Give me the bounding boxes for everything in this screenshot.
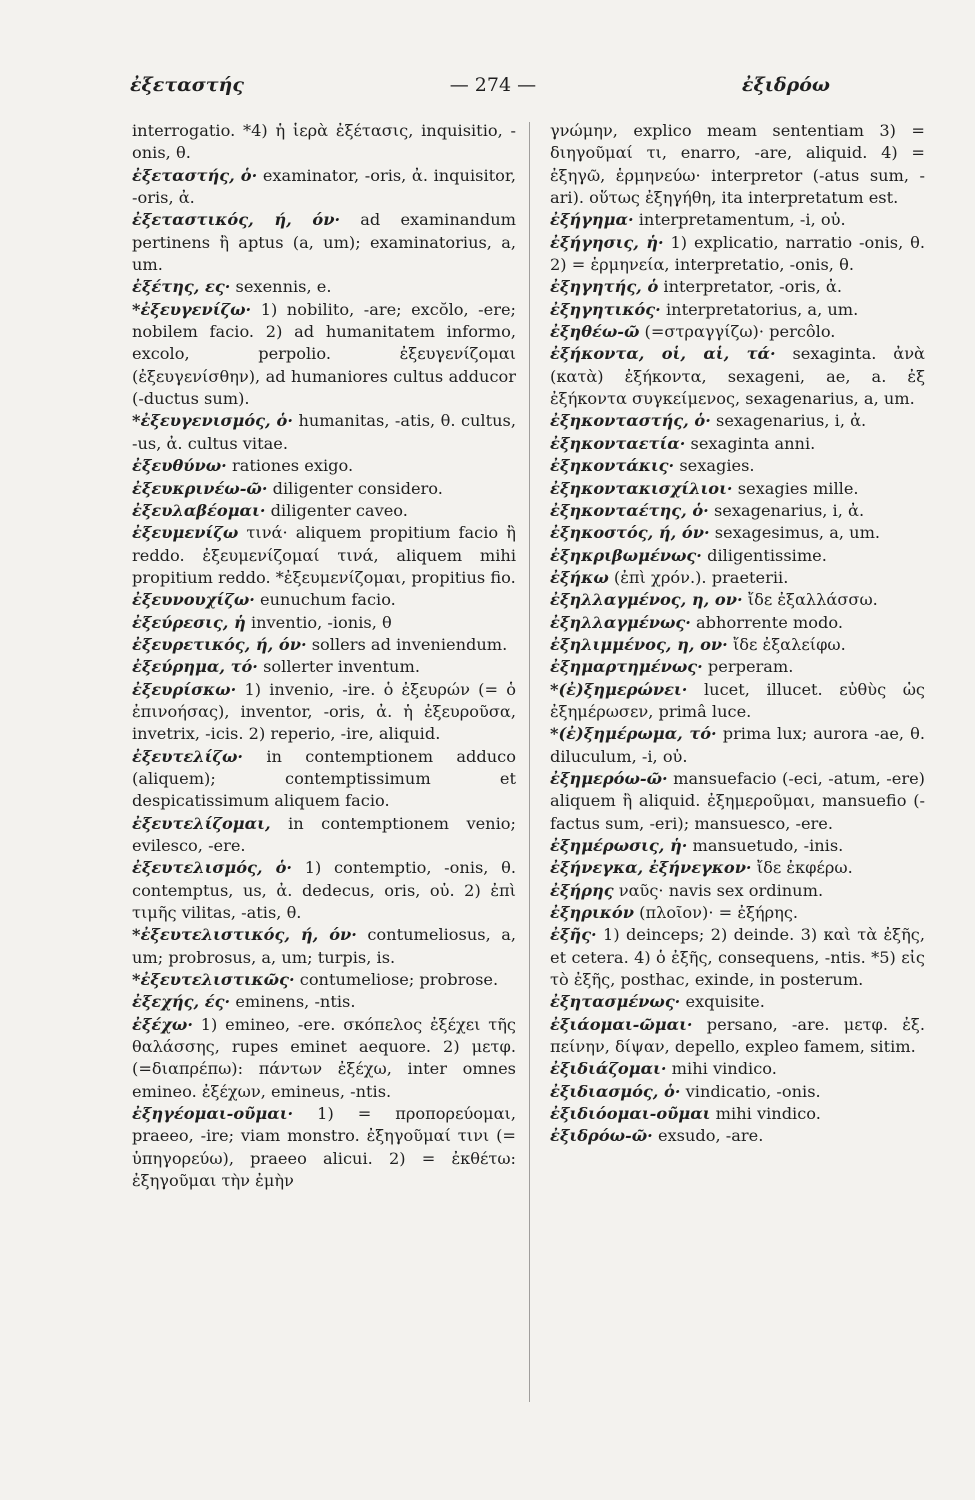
- entry-definition: prima lux; aurora -ae, θ. diluculum, -i, οὐ.: [550, 724, 926, 766]
- dictionary-entry: [132, 746, 516, 813]
- dictionary-entry: [132, 209, 516, 276]
- entry-headword: ἐξήγημα·: [550, 210, 634, 230]
- entry-headword: ἐξήρης: [550, 880, 614, 900]
- entry-definition: mansuefacio (-eci, -atum, -ere) aliquem ἢ aliquid. ἐξημεροῦμαι, mansuefio (-factus sum, -eri); mansuesco, -ere.: [550, 768, 925, 833]
- entry-headword: ἐξηκονταστής, ὁ·: [550, 411, 711, 431]
- dictionary-entry: [550, 120, 925, 209]
- entry-headword: ἐξευτελίζω·: [132, 746, 244, 766]
- entry-headword: ἐξέχω·: [132, 1014, 193, 1034]
- entry-headword: ἐξιάομαι-ῶμαι·: [550, 1014, 693, 1034]
- header-left-guide-word: ἐξεταστής: [130, 74, 244, 96]
- dictionary-entry: [550, 343, 925, 410]
- entry-definition: ναῦς· navis sex ordinum.: [618, 880, 824, 900]
- entry-definition: lucet, illucet. εὐθὺς ὡς ἐξημέρωσεν, primâ luce.: [550, 679, 925, 721]
- entry-definition: 1) nobilito, -are; excŏlo, -ere; nobilem facio. 2) ad humanitatem informo, excolo, perpolio. ἐξευγενίζομαι (ἐξευγενίσθην), ad humaniores cultus adducor (-ductus sum).: [132, 299, 516, 409]
- entry-headword: ἐξήκω: [550, 567, 609, 587]
- entry-headword: ἐξηλλαγμένως·: [550, 612, 691, 632]
- dictionary-entry: [550, 545, 925, 567]
- dictionary-entry: [550, 857, 925, 879]
- dictionary-entry: [132, 813, 516, 858]
- dictionary-entry: [550, 1125, 925, 1147]
- entry-definition: 1) = προπορεύομαι, praeeo, -ire; viam monstro. ἐξηγοῦμαί τινι (= ὑπηγορεύω), praeeo alicui. 2) = ἐκθέτω: ἐξηγοῦμαι τὴν ἐμὴν: [132, 1104, 516, 1191]
- right-column: [550, 120, 925, 1148]
- entry-definition: exsudo, -are.: [657, 1126, 764, 1146]
- entry-definition: rationes exigo.: [231, 456, 354, 476]
- dictionary-entry: [550, 991, 925, 1013]
- dictionary-entry: [550, 567, 925, 589]
- entry-definition: persano, -are. μετφ. ἐξ. πείνην, δίψαν, depello, expleo famem, sitim.: [550, 1014, 925, 1057]
- entry-definition: eminens, -ntis.: [235, 992, 356, 1012]
- entry-definition: mansuetudo, -inis.: [692, 836, 844, 855]
- dictionary-entry: [550, 522, 925, 544]
- dictionary-entry: [550, 321, 925, 343]
- left-column: [132, 120, 516, 1193]
- entry-definition: diligentissime.: [707, 545, 827, 565]
- entry-definition: exquisite.: [685, 992, 765, 1012]
- entry-headword: ἐξηλλαγμένος, η, ον·: [550, 590, 743, 610]
- entry-definition: interpretator, -oris, ἀ.: [663, 277, 842, 297]
- dictionary-entry: [132, 634, 516, 656]
- dictionary-entry: [132, 120, 516, 165]
- entry-definition: sexagenarius, i, ἀ.: [713, 500, 865, 520]
- entry-headword: ἐξεύρημα, τό·: [132, 657, 258, 677]
- entry-definition: sexaginta. ἀνὰ (κατὰ) ἐξήκοντα, sexageni, ae, a. ἐξ ἐξήκοντα συγκείμενος, sexagenarius, a, um.: [550, 344, 925, 409]
- entry-headword: ἐξηθέω-ῶ: [550, 322, 640, 342]
- entry-headword: ἐξηκριβωμένως·: [550, 545, 702, 565]
- dictionary-entry: [132, 679, 516, 746]
- entry-definition: 1) deinceps; 2) deinde. 3) καὶ τὰ ἐξῆς, et cetera. 4) ὁ ἐξῆς, consequens, -ntis. *5) εἰς τὸ ἐξῆς, posthac, exinde, in posterum.: [550, 925, 925, 990]
- dictionary-entry: [550, 589, 925, 611]
- dictionary-entry: [550, 1058, 925, 1080]
- entry-definition: in contemptionem adduco (aliquem); contemptissimum et despicatissimum aliquem facio.: [132, 746, 516, 811]
- entry-definition: sexagies mille.: [737, 478, 859, 498]
- entry-headword: ἐξευρετικός, ή, όν·: [132, 634, 307, 654]
- entry-definition: sexennis, e.: [235, 277, 332, 297]
- entry-definition: sexagies.: [679, 456, 755, 476]
- dictionary-entry: [132, 478, 516, 500]
- entry-headword: ἐξημέρωσις, ἡ·: [550, 836, 688, 855]
- entry-definition: (πλοῖον)· = ἐξήρης.: [639, 903, 799, 923]
- entry-headword: ἐξεταστής, ὁ·: [132, 165, 258, 185]
- dictionary-entry: [550, 433, 925, 455]
- entry-headword: ἐξημερόω-ῶ·: [550, 768, 668, 788]
- dictionary-entry: [550, 768, 925, 835]
- entry-headword: ἐξηλιμμένος, η, ον·: [550, 634, 728, 654]
- entry-definition: 1) contemptio, -onis, θ. contemptus, us, ἀ. dedecus, oris, οὐ. 2) ἐπὶ τιμῆς vilitas, -atis, θ.: [132, 858, 516, 923]
- entry-headword: ἐξιδιασμός, ὁ·: [550, 1081, 681, 1101]
- entry-definition: perperam.: [707, 657, 794, 677]
- entry-definition: eunuchum facio.: [260, 590, 396, 610]
- dictionary-entry: [132, 500, 516, 522]
- entry-headword: ἐξευτελισμός, ὁ·: [132, 858, 293, 878]
- entry-definition: interrogatio. *4) ἡ ἱερὰ ἐξέτασις, inquisitio, -onis, θ.: [132, 121, 516, 163]
- dictionary-entry: [132, 276, 516, 298]
- entry-headword: ἐξήγησις, ἡ·: [550, 232, 664, 252]
- dictionary-entry: [550, 880, 925, 902]
- entry-headword: ἐξεύρεσις, ἡ: [132, 612, 246, 632]
- dictionary-entry: [132, 410, 516, 455]
- header-right-guide-word: ἐξιδρόω: [741, 74, 830, 96]
- entry-headword: ἐξευνουχίζω·: [132, 590, 255, 610]
- dictionary-entry: [550, 902, 925, 924]
- entry-definition: mihi vindico.: [715, 1104, 821, 1124]
- entry-headword: ἐξευλαβέομαι·: [132, 500, 266, 520]
- entry-definition: ἴδε ἐξαλείφω.: [732, 634, 846, 654]
- entry-headword: ἐξευτελίζομαι,: [132, 813, 271, 833]
- entry-definition: ἴδε ἐξαλλάσσω.: [747, 590, 878, 610]
- entry-headword: ἐξιδιάζομαι·: [550, 1059, 667, 1079]
- dictionary-entry: [132, 857, 516, 924]
- entry-definition: ἴδε ἐκφέρω.: [756, 858, 853, 878]
- entry-headword: ἐξευρίσκω·: [132, 679, 237, 699]
- entry-definition: sollers ad inveniendum.: [311, 634, 508, 654]
- dictionary-entry: [132, 991, 516, 1013]
- entry-headword: ἐξηγέομαι-οῦμαι·: [132, 1104, 294, 1124]
- entry-headword: ἐξητασμένως·: [550, 992, 681, 1012]
- dictionary-entry: [132, 1103, 516, 1192]
- entry-definition: examinator, -oris, ἀ. inquisitor, -oris, ἀ.: [132, 165, 516, 208]
- entry-definition: 1) explicatio, narratio -onis, θ. 2) = ἑρμηνεία, interpretatio, -onis, θ.: [550, 232, 925, 275]
- entry-definition: mihi vindico.: [671, 1059, 777, 1079]
- dictionary-entry: [550, 1081, 925, 1103]
- dictionary-entry: [132, 299, 516, 411]
- entry-headword: ἐξευμενίζω: [132, 523, 239, 543]
- entry-definition: interpretamentum, -i, οὐ.: [638, 210, 846, 230]
- dictionary-entry: [550, 656, 925, 678]
- entry-definition: (=στραγγίζω)· percôlo.: [644, 322, 836, 342]
- dictionary-entry: [550, 500, 925, 522]
- dictionary-entry: [132, 455, 516, 477]
- entry-headword: ἐξημαρτημένως·: [550, 657, 703, 677]
- entry-definition: (ἐπὶ χρόν.). praeterii.: [613, 567, 789, 587]
- entry-definition: contumeliosus, a, um; probrosus, a, um; turpis, is.: [132, 925, 516, 967]
- entry-headword: ἐξῆς·: [550, 925, 597, 945]
- dictionary-entry: [550, 410, 925, 432]
- dictionary-entry: [550, 612, 925, 634]
- dictionary-entry: [550, 679, 925, 724]
- dictionary-entry: [550, 478, 925, 500]
- dictionary-entry: [550, 924, 925, 991]
- entry-headword: *(ἐ)ξημέρωμα, τό·: [550, 724, 717, 744]
- page-number: — 274 —: [449, 74, 537, 96]
- entry-definition: ad examinandum pertinens ἢ aptus (a, um); examinatorius, a, um.: [132, 210, 516, 275]
- entry-definition: sexagesimus, a, um.: [714, 523, 881, 543]
- entry-definition: sexagenarius, i, ἀ.: [716, 411, 867, 431]
- dictionary-entry: [132, 522, 516, 589]
- entry-definition: γνώμην, explico meam sententiam 3) = διηγοῦμαί τι, enarro, -are, aliquid. 4) = ἐξηγῶ, ἑρμηνεύω· interpretor (-atus sum, -ari). οὕτως ἐξηγήθη, ita interpretatum est.: [550, 121, 925, 208]
- entry-definition: humanitas, -atis, θ. cultus, -us, ἀ. cultus vitae.: [132, 411, 516, 453]
- entry-headword: ἐξηκονταέτης, ὁ·: [550, 500, 709, 520]
- entry-definition: diligenter caveo.: [270, 500, 408, 520]
- dictionary-entry: [132, 589, 516, 611]
- entry-headword: ἐξηκοντάκις·: [550, 456, 675, 476]
- entry-definition: sollerter inventum.: [263, 657, 420, 677]
- dictionary-entry: [550, 1103, 925, 1125]
- entry-headword: ἐξεταστικός, ή, όν·: [132, 210, 341, 230]
- dictionary-entry: [550, 276, 925, 298]
- entry-headword: ἐξευθύνω·: [132, 456, 227, 476]
- entry-headword: *ἐξευγενισμός, ὁ·: [132, 411, 293, 431]
- dictionary-entry: [132, 165, 516, 210]
- entry-definition: interpretatorius, a, um.: [665, 299, 859, 319]
- entry-definition: contumeliose; probrose.: [299, 970, 499, 990]
- entry-definition: 1) emineo, -ere. σκόπελος ἐξέχει τῆς θαλάσσης, rupes eminet aequore. 2) μετφ. (=διαπρέπω): πάντων ἐξέχω, inter omnes emineo. ἐξέχων, emineus, -ntis.: [132, 1014, 516, 1101]
- column-divider: [529, 122, 530, 1402]
- entry-headword: ἐξευκρινέω-ῶ·: [132, 478, 268, 498]
- dictionary-entry: [132, 924, 516, 969]
- dictionary-entry: [132, 656, 516, 678]
- entry-headword: *ἐξευτελιστικῶς·: [132, 970, 295, 990]
- entry-headword: ἐξέτης, ες·: [132, 277, 231, 297]
- entry-definition: in contemptionem venio; evilesco, -ere.: [132, 813, 516, 855]
- running-header: [130, 68, 830, 102]
- dictionary-entry: [132, 1014, 516, 1103]
- entry-headword: ἐξιδιόομαι-οῦμαι: [550, 1104, 711, 1124]
- entry-headword: ἐξηγητής, ὁ: [550, 277, 659, 297]
- entry-headword: ἐξηγητικός·: [550, 299, 661, 319]
- dictionary-entry: [550, 835, 925, 857]
- entry-definition: 1) invenio, -ire. ὁ ἐξευρών (= ὁ ἐπινοήσας), inventor, -oris, ἀ. ἡ ἐξευροῦσα, invetrix, -icis. 2) reperio, -ire, aliquid.: [132, 679, 516, 744]
- entry-headword: ἐξηρικόν: [550, 903, 634, 923]
- entry-definition: abhorrente modo.: [696, 612, 843, 632]
- entry-headword: *(ἐ)ξημερώνει·: [550, 679, 688, 699]
- entry-headword: ἐξιδρόω-ῶ·: [550, 1126, 653, 1146]
- dictionary-entry: [550, 723, 925, 768]
- entry-headword: ἐξηκονταετία·: [550, 433, 686, 453]
- dictionary-entry: [550, 232, 925, 277]
- entry-definition: inventio, -ionis, θ: [250, 612, 392, 632]
- entry-headword: ἐξήνεγκα, ἐξήνεγκον·: [550, 858, 752, 878]
- dictionary-entry: [550, 634, 925, 656]
- entry-headword: ἐξεχής, ές·: [132, 992, 231, 1012]
- dictionary-entry: [132, 969, 516, 991]
- entry-headword: ἐξήκοντα, οἱ, αἱ, τά·: [550, 344, 776, 364]
- entry-headword: ἐξηκοστός, ή, όν·: [550, 523, 710, 543]
- dictionary-entry: [550, 209, 925, 231]
- entry-definition: sexaginta anni.: [690, 433, 816, 453]
- entry-headword: *ἐξευτελιστικός, ή, όν·: [132, 925, 357, 945]
- dictionary-entry: [550, 455, 925, 477]
- entry-definition: τινά· aliquem propitium facio ἢ reddo. ἐξευμενίζομαί τινά, aliquem mihi propitium reddo. *ἐξευμενίζομαι, propitius fio.: [132, 523, 516, 587]
- dictionary-entry: [132, 612, 516, 634]
- dictionary-entry: [550, 299, 925, 321]
- entry-headword: *ἐξευγενίζω·: [132, 299, 252, 319]
- entry-headword: ἐξηκοντακισχίλιοι·: [550, 478, 733, 498]
- dictionary-entry: [550, 1014, 925, 1059]
- entry-definition: vindicatio, -onis.: [685, 1081, 821, 1101]
- entry-definition: diligenter considero.: [272, 478, 443, 498]
